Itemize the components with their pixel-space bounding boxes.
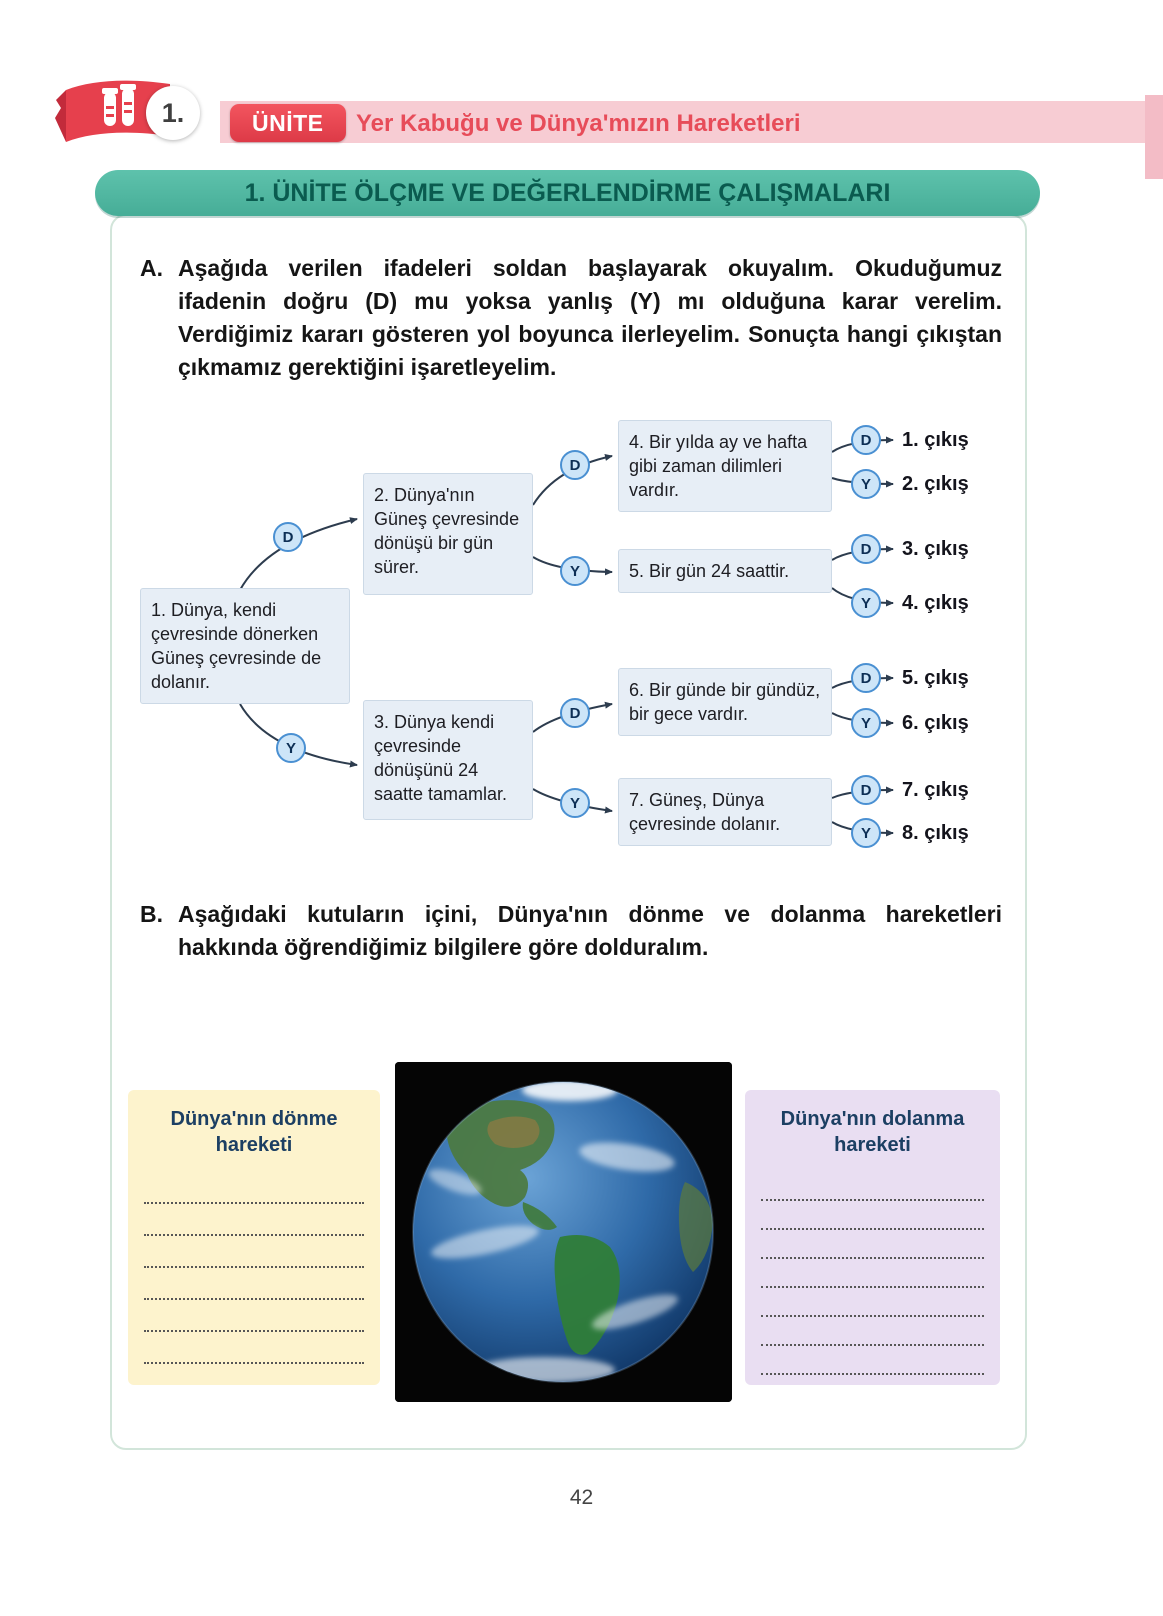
statement-box-1: 1. Dünya, kendi çevresinde dönerken Güneş çevresinde de dolanır.: [140, 588, 350, 704]
exit-label-1: 1. çıkış: [902, 429, 969, 451]
revolution-box-title: Dünya'nın dolanma hareketi: [780, 1108, 965, 1156]
statement-box-3: 3. Dünya kendi çevresinde dönüşünü 24 saatte tamamlar.: [363, 700, 533, 820]
d-node-2: D: [560, 450, 590, 480]
answer-line: [144, 1204, 364, 1236]
answer-line: [761, 1317, 984, 1346]
y-node-exit-8: Y: [851, 818, 881, 848]
page-number: 42: [569, 1486, 594, 1509]
y-node-2: Y: [560, 556, 590, 586]
answer-line: [761, 1172, 984, 1201]
assessment-banner-title: 1. ÜNİTE ÖLÇME VE DEĞERLENDİRME ÇALIŞMALARI: [244, 178, 891, 207]
revolution-box: [745, 1090, 1000, 1385]
answer-line: [144, 1268, 364, 1300]
exit-label-4: 4. çıkış: [902, 592, 969, 614]
d-node-1: D: [273, 522, 303, 552]
y-node-1: Y: [276, 733, 306, 763]
d-node-3: D: [560, 698, 590, 728]
exit-label-8: 8. çıkış: [902, 822, 969, 844]
y-node-exit-6: Y: [851, 708, 881, 738]
unite-badge-label: ÜNİTE: [252, 109, 324, 136]
section-b-label: B.: [140, 901, 163, 927]
section-b-paragraph: [140, 898, 1002, 964]
unit-number-badge: [146, 86, 200, 140]
answer-line: [761, 1259, 984, 1288]
rotation-answer-lines: [128, 1172, 380, 1364]
exit-label-7: 7. çıkış: [902, 779, 969, 801]
rotation-box: [128, 1090, 380, 1385]
answer-line: [761, 1346, 984, 1375]
earth-image: [395, 1062, 732, 1402]
answer-line: [144, 1300, 364, 1332]
y-node-exit-2: Y: [851, 469, 881, 499]
section-a-label: A.: [140, 255, 163, 281]
revolution-answer-lines: [745, 1172, 1000, 1375]
d-node-exit-5: D: [851, 663, 881, 693]
answer-line: [761, 1201, 984, 1230]
statement-box-5: 5. Bir gün 24 saattir.: [618, 549, 832, 593]
unit-number: 1.: [161, 97, 185, 128]
exit-label-2: 2. çıkış: [902, 473, 969, 495]
y-node-exit-4: Y: [851, 588, 881, 618]
statement-box-2: 2. Dünya'nın Güneş çevresinde dönüşü bir gün sürer.: [363, 473, 533, 595]
y-node-3: Y: [560, 788, 590, 818]
section-a-paragraph: [140, 252, 1002, 384]
answer-line: [144, 1236, 364, 1268]
section-a-text: Aşağıda verilen ifadeleri soldan başlayarak okuyalım. Okuduğumuz ifadenin doğru (D) mu yoksa yanlış (Y) mı olduğuna karar verelim. Verdiğimiz kararı gösteren yol boyunca ilerleyelim. Sonuçta hangi çıkıştan çıkmamız gerektiğini işaretleyelim.: [178, 255, 1002, 380]
answer-line: [144, 1332, 364, 1364]
statement-box-7: 7. Güneş, Dünya çevresinde dolanır.: [618, 778, 832, 846]
answer-line: [144, 1172, 364, 1204]
answer-line: [761, 1230, 984, 1259]
d-node-exit-7: D: [851, 775, 881, 805]
d-node-exit-1: D: [851, 425, 881, 455]
statement-box-4: 4. Bir yılda ay ve hafta gibi zaman dilimleri vardır.: [618, 420, 832, 512]
answer-line: [761, 1288, 984, 1317]
d-node-exit-3: D: [851, 534, 881, 564]
assessment-banner: [95, 170, 1040, 216]
unite-badge: [230, 104, 346, 142]
rotation-box-title: Dünya'nın dönme hareketi: [170, 1108, 338, 1156]
exit-label-3: 3. çıkış: [902, 538, 969, 560]
unit-title: Yer Kabuğu ve Dünya'mızın Hareketleri: [356, 110, 801, 137]
section-b-text: Aşağıdaki kutuların içini, Dünya'nın dönme ve dolanma hareketleri hakkında öğrendiğimiz bilgilere göre dolduralım.: [178, 901, 1002, 960]
exit-label-6: 6. çıkış: [902, 712, 969, 734]
statement-box-6: 6. Bir günde bir gündüz, bir gece vardır.: [618, 668, 832, 736]
exit-label-5: 5. çıkış: [902, 667, 969, 689]
header-edge-accent: [1145, 95, 1163, 179]
